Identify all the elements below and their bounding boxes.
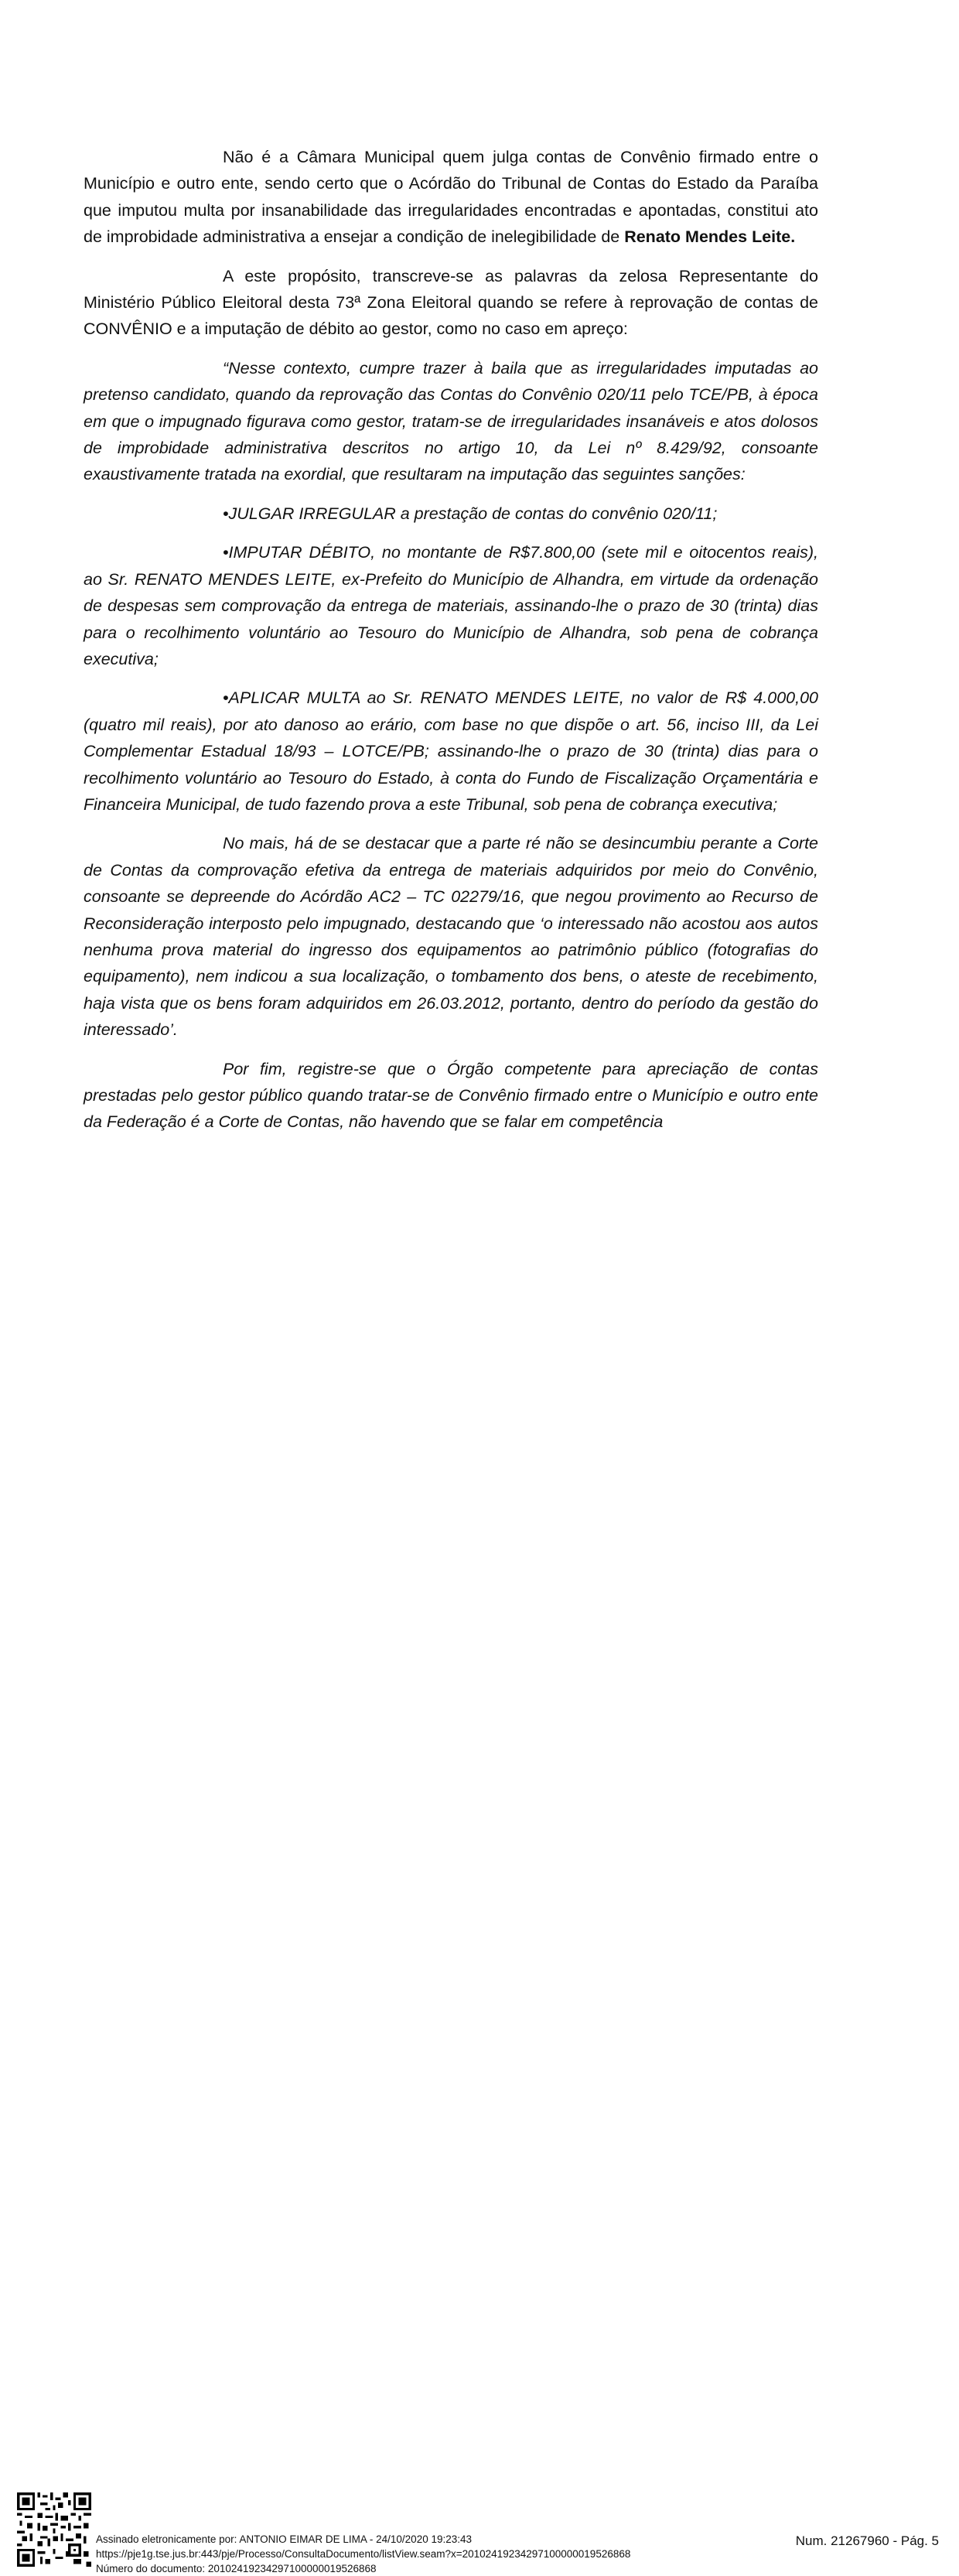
paragraph-text: •IMPUTAR DÉBITO, no montante de R$7.800,00 (sete mil e oitocentos reais), ao Sr. RENATO MENDES LEITE, ex-Prefeito do Município de Alhandra, em virtude da ordenação de despesas sem comprovação da entrega de materiais, assinando-lhe o prazo de 30 (trinta) dias para o recolhimento voluntário ao Tesouro do Município de Alhandra, sob pena de cobrança executiva; bbox=[84, 543, 818, 668]
candidate-name: Renato Mendes Leite. bbox=[624, 227, 796, 247]
document-number: Número do documento: 20102419234297100000019526868 bbox=[96, 2563, 377, 2574]
signature-footer bbox=[0, 1245, 959, 2574]
paragraph bbox=[84, 144, 818, 251]
paragraph-text: No mais, há de se destacar que a parte ré não se desincumbiu perante a Corte de Contas da comprovação efetiva da entrega de materiais adquiridos por meio do Convênio, consoante se depreende do Acórdão AC2 – TC 02279/16, que negou provimento ao Recurso de Reconsideração interposto pelo impugnado, destacando que ‘o interessado não acostou aos autos nenhuma prova material do ingresso dos equipamentos ao patrimônio público (fotografias do equipamento), nem indicou a sua localização, o tombamento dos bens, o ateste de recebimento, haja vista que os bens foram adquiridos em 26.03.2012, portanto, dentro do período da gestão do interessado’. bbox=[84, 834, 818, 1040]
page-number: Num. 21267960 - Pág. 5 bbox=[795, 2533, 939, 2548]
sanction-item bbox=[84, 501, 818, 527]
paragraph-text: •APLICAR MULTA ao Sr. RENATO MENDES LEITE, no valor de R$ 4.000,00 (quatro mil reais), por ato danoso ao erário, com base no que dispõe o art. 56, inciso III, da Lei Complementar Estadual 18/93 – LOTCE/PB; assinando-lhe o prazo de 30 (trinta) dias para o recolhimento voluntário ao Tesouro do Estado, à conta do Fundo de Fiscalização Orçamentária e Financeira Municipal, de tudo fazendo prova a este Tribunal, sob pena de cobrança executiva; bbox=[84, 688, 818, 814]
paragraph-text: Não é a Câmara Municipal quem julga contas de Convênio firmado entre o Município e outro ente, sendo certo que o Acórdão do Tribunal de Contas do Estado da Paraíba que imputou multa por insanabilidade das irregularidades encontradas e apontadas, constitui ato de improbidade administrativa a ensejar a condição de inelegibilidade de bbox=[84, 148, 818, 247]
paragraph-text: •JULGAR IRREGULAR a prestação de contas do convênio 020/11; bbox=[223, 504, 718, 523]
document-url[interactable]: https://pje1g.tse.jus.br:443/pje/Processo/ConsultaDocumento/listView.seam?x=20102419234297100000019526868 bbox=[96, 2548, 631, 2560]
paragraph-text: “Nesse contexto, cumpre trazer à baila que as irregularidades imputadas ao pretenso candidato, quando da reprovação das Contas do Convênio 020/11 pelo TCE/PB, à época em que o impugnado figurava como gestor, tratam-se de irregularidades insanáveis e atos dolosos de improbidade administrativa descritos no artigo 10, da Lei nº 8.429/92, consoante exaustivamente tratada na exordial, que resultaram na imputação das seguintes sanções: bbox=[84, 358, 818, 484]
paragraph-text: A este propósito, transcreve-se as palavras da zelosa Representante do Ministério Público Eleitoral desta 73ª Zona Eleitoral quando se refere à reprovação de contas de CONVÊNIO e a imputação de débito ao gestor, como no caso em apreço: bbox=[84, 266, 818, 339]
sanction-item bbox=[84, 685, 818, 818]
paragraph bbox=[84, 263, 818, 343]
quote-paragraph bbox=[84, 355, 818, 488]
document-body bbox=[84, 144, 818, 1136]
quote-paragraph bbox=[84, 830, 818, 1043]
electronic-signature bbox=[96, 2532, 630, 2576]
qr-code-icon bbox=[17, 2492, 91, 2567]
sanction-item bbox=[84, 539, 818, 672]
signed-by-text: Assinado eletronicamente por: ANTONIO EIMAR DE LIMA - 24/10/2020 19:23:43 bbox=[96, 2533, 473, 2545]
quote-paragraph bbox=[84, 1056, 818, 1136]
paragraph-text: Por fim, registre-se que o Órgão competente para apreciação de contas prestadas pelo gestor público quando tratar-se de Convênio firmado entre o Município e outro ente da Federação é a Corte de Contas, não havendo que se falar em competência bbox=[84, 1059, 818, 1132]
